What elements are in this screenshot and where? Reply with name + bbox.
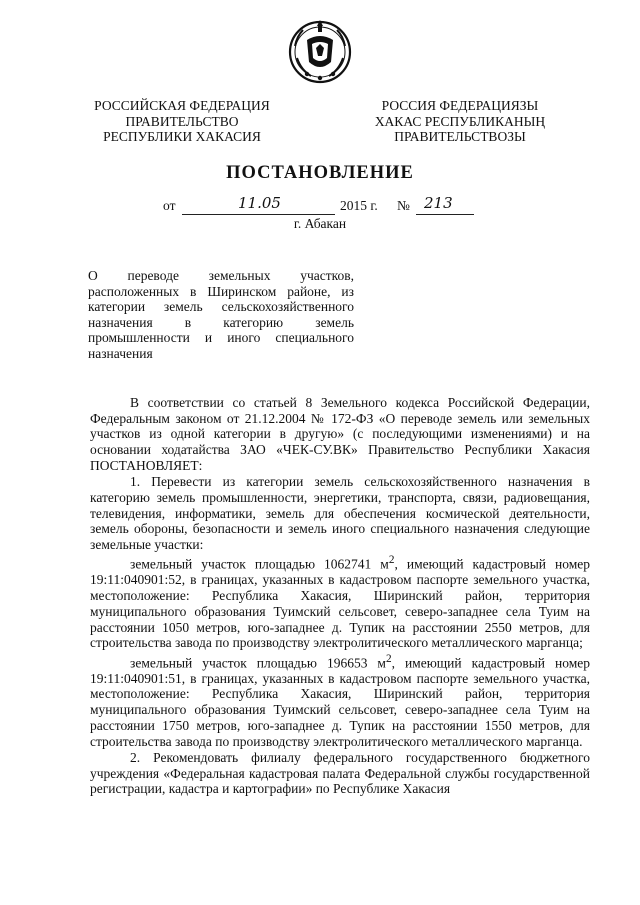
document-body	[90, 395, 590, 798]
date-prefix: от	[163, 198, 176, 213]
handwritten-date: 11.05	[238, 194, 281, 212]
date-year: 2015 г.	[340, 198, 378, 213]
plot-1-details: , имеющий кадастровый номер 19:11:040901:52, в границах, указанных в кадастровом паспорте земельного участка, местоположение: Республика Хакасия, Ширинский район, территория муниципального образования Туимский сельсовет, северо-западнее села Туим на расстоянии 1050 метров, юго-западнее д. Тупик на расстоянии 2550 метров, для строительства завода по производству электролитического металлического марганца;	[90, 556, 590, 651]
header-right-line-3: ПРАВИТЕЛЬСТВОЗЫ	[394, 129, 526, 144]
document-subject: О переводе земельных участков, расположенных в Ширинском районе, из категории земель сельскохозяйственного назначения в категорию земель промышленности и иного специального назначения	[88, 268, 354, 361]
document-city: г. Абакан	[293, 216, 347, 231]
body-paragraph-plot-2	[90, 652, 590, 750]
resolves-label: ПОСТАНОВЛЯЕТ:	[90, 457, 203, 473]
body-paragraph-plot-1	[90, 553, 590, 651]
header-left-line-1: РОССИЙСКАЯ ФЕДЕРАЦИЯ	[94, 98, 270, 113]
plot-1-unit-superscript: 2	[388, 554, 395, 567]
plot-2-unit-superscript: 2	[385, 652, 392, 665]
header-right-block	[355, 98, 565, 145]
number-sign: №	[397, 198, 410, 213]
preamble-text: В соответствии со статьей 8 Земельного кодекса Российской Федерации, Федеральным законом от 21.12.2004 № 172-ФЗ «О переводе земель или земельных участков из одной категории в другую» (с последующими изменениями) и на основании ходатайства ЗАО «ЧЕК-СУ.ВК» Правительство Республики Хакасия	[90, 395, 590, 458]
body-paragraph-preamble	[90, 395, 590, 474]
plot-1-area: земельный участок площадью 1062741 м	[130, 556, 389, 572]
body-paragraph-2: 2. Рекомендовать филиалу федерального государственного бюджетного учреждения «Федеральная кадастровая палата Федеральной службы государственной регистрации, кадастра и картографии» по Республике Хакасия	[90, 749, 590, 797]
plot-2-area: земельный участок площадью 196653 м	[130, 655, 386, 671]
coat-of-arms-emblem	[287, 18, 353, 84]
header-left-line-2: ПРАВИТЕЛЬСТВО	[125, 113, 239, 129]
header-right-line-2: ХАКАС РЕСПУБЛИКАНЫҢ	[374, 113, 546, 129]
handwritten-number: 213	[424, 194, 453, 212]
header-right-line-1: РОССИЯ ФЕДЕРАЦИЯЗЫ	[381, 98, 539, 113]
date-number-line	[0, 194, 640, 218]
header-left-line-3: РЕСПУБЛИКИ ХАКАСИЯ	[103, 129, 261, 144]
document-title: ПОСТАНОВЛЕНИЕ	[226, 163, 414, 183]
header-left-block	[82, 98, 282, 145]
number-field	[416, 194, 474, 215]
plot-2-details: , имеющий кадастровый номер 19:11:040901:51, в границах, указанных в кадастровом паспорте земельного участка, местоположение: Республика Хакасия, Ширинский район, территория муниципального образования Туимский сельсовет, северо-западнее села Туим на расстоянии 1750 метров, юго-западнее д. Тупик на расстоянии 1550 метров, для строительства завода по производству электролитического металлического марганца.	[90, 655, 590, 749]
date-field	[182, 194, 335, 215]
body-paragraph-1: 1. Перевести из категории земель сельскохозяйственного назначения в категорию земель промышленности, энергетики, транспорта, связи, радиовещания, телевидения, информатики, земель для обеспечения космической деятельности, земель обороны, безопасности и земель иного специального назначения следующие земельные участки:	[90, 474, 590, 552]
